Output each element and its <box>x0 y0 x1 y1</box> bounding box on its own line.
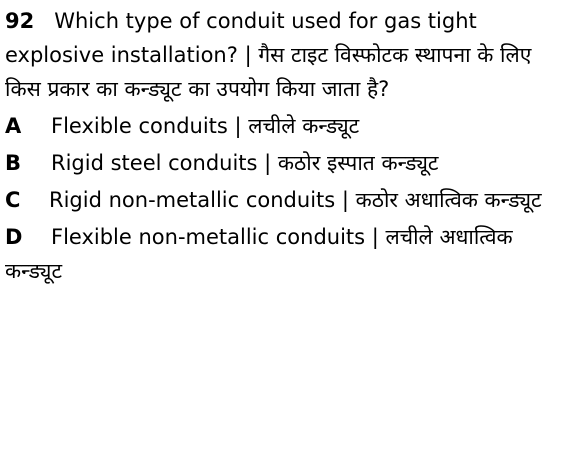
language-separator: | <box>227 114 249 138</box>
language-separator: | <box>257 151 278 175</box>
option-text-english: Flexible non-metallic conduits <box>51 225 366 249</box>
option-text-hindi: कठोर इस्पात कन्ड्यूट <box>277 151 439 175</box>
question-text-hindi: गैस टाइट विस्फोटक स्थापना के लिए किस प्रकार का कन्ड्यूट का उपयोग किया जाता है? <box>5 43 532 101</box>
option-letter: D <box>5 225 23 249</box>
option-b[interactable] <box>5 146 565 180</box>
question-number: 92 <box>5 9 35 33</box>
option-letter: C <box>5 188 21 212</box>
option-text-hindi: लचीले कन्ड्यूट <box>248 114 360 138</box>
option-a[interactable] <box>5 109 565 143</box>
option-text-english: Flexible conduits <box>51 114 228 138</box>
option-c[interactable] <box>5 183 565 217</box>
option-text-english: Rigid non-metallic conduits <box>49 188 336 212</box>
language-separator: | <box>365 225 386 249</box>
option-letter: B <box>5 151 22 175</box>
language-separator: | <box>335 188 356 212</box>
question-card <box>5 4 565 291</box>
option-letter: A <box>5 114 22 138</box>
question-text-english: Which type of conduit used for gas tight explosive installation? <box>5 9 477 67</box>
option-d[interactable] <box>5 220 565 288</box>
language-separator: | <box>237 43 259 67</box>
question-stem <box>5 4 565 106</box>
option-text-english: Rigid steel conduits <box>51 151 258 175</box>
option-text-hindi: लचीले अधात्विक कन्ड्यूट <box>5 225 513 283</box>
option-text-hindi: कठोर अधात्विक कन्ड्यूट <box>355 188 542 212</box>
